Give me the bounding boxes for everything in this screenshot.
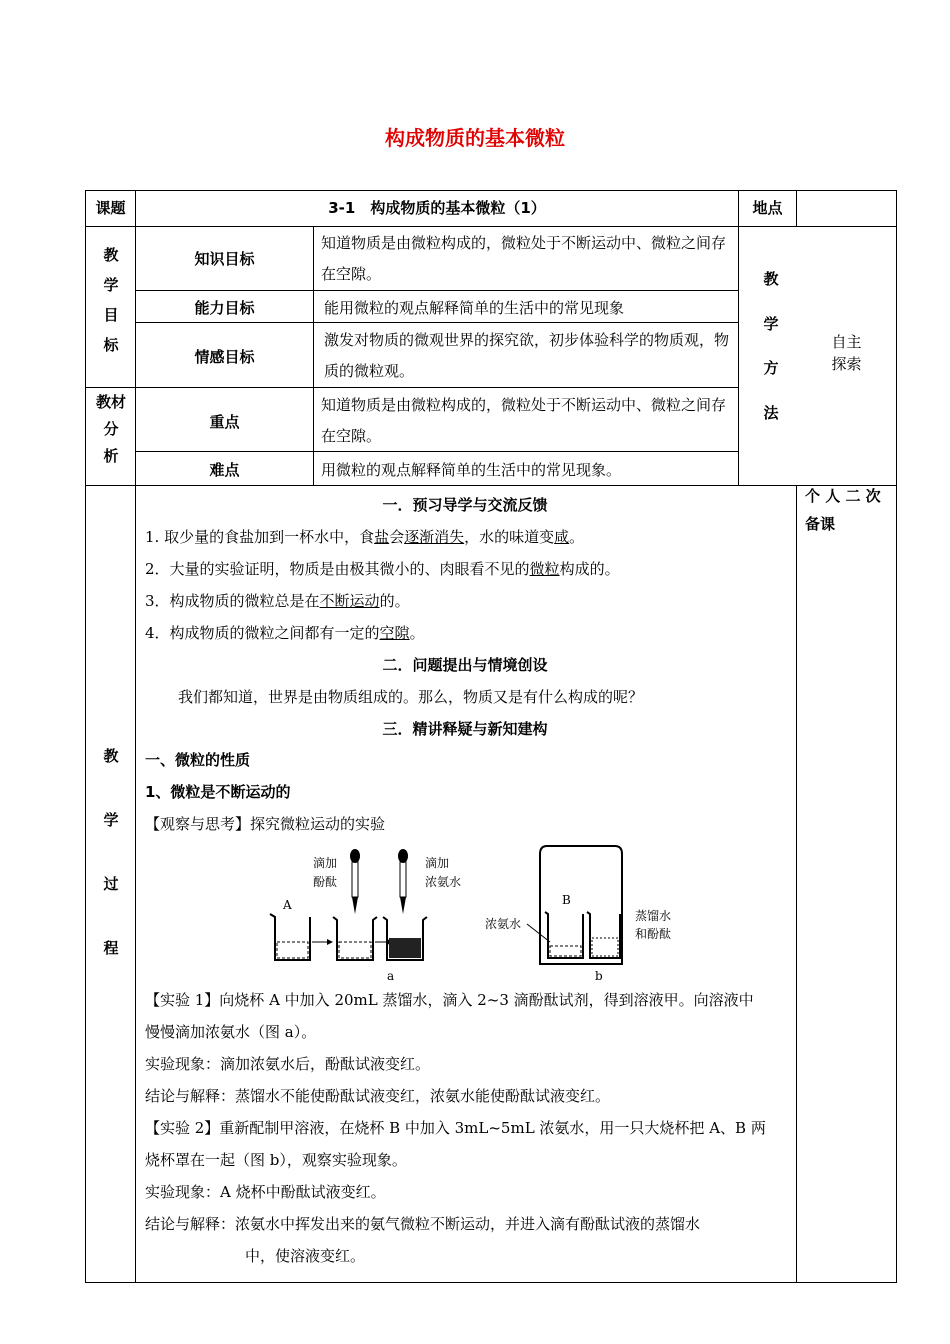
item-3: 3．构成物质的微粒总是在不断运动的。: [145, 592, 410, 610]
keti-value: 3-1 构成物质的基本微粒（1）: [328, 199, 546, 217]
key-text: 知道物质是由微粒构成的，微粒处于不断运动中、微粒之间存在空隙。: [321, 396, 727, 445]
emotion-label: 情感目标: [194, 348, 255, 366]
subheading-properties: 一、微粒的性质: [145, 751, 251, 769]
section2-text: 我们都知道，世界是由物质组成的。那么，物质又是有什么构成的呢？: [178, 688, 644, 706]
exp2-phenomenon: 实验现象：A 烧杯中酚酞试液变红。: [145, 1183, 386, 1201]
exp2-conclusion-2: 中，使溶液变红。: [245, 1247, 366, 1265]
svg-text:浓氨水: 浓氨水: [425, 875, 462, 889]
difficult-label: 难点: [209, 461, 240, 479]
svg-text:和酚酞: 和酚酞: [635, 927, 672, 941]
svg-text:浓氨水: 浓氨水: [485, 917, 522, 931]
item-2: 2．大量的实验证明，物质是由极其微小的、肉眼看不见的微粒构成的。: [145, 560, 620, 578]
label-a-beaker: A: [283, 898, 292, 912]
method-value: 自主 探索: [831, 333, 862, 373]
knowledge-label: 知识目标: [194, 250, 255, 268]
item-4: 4．构成物质的微粒之间都有一定的空隙。: [145, 624, 425, 642]
keti-label: 课题: [95, 199, 126, 217]
exp2-line1: 【实验 2】重新配制甲溶液，在烧杯 B 中加入 3mL~5mL 浓氨水，用一只大烧杯把 A、B 两: [145, 1119, 766, 1137]
emotion-text: 激发对物质的微观世界的探究欲，初步体验科学的物质观，物质的微粒观。: [324, 331, 730, 380]
svg-text:B: B: [562, 893, 571, 907]
knowledge-text: 知道物质是由微粒构成的，微粒处于不断运动中、微粒之间存在空隙。: [321, 234, 727, 283]
experiment-figure: [265, 842, 715, 987]
svg-text:蒸馏水: 蒸馏水: [635, 909, 672, 923]
exp2-line2: 烧杯罩在一起（图 b），观察实验现象。: [145, 1151, 407, 1169]
observe-line: 【观察与思考】探究微粒运动的实验: [145, 815, 386, 833]
svg-text:滴加: 滴加: [313, 856, 338, 870]
document-title: 构成物质的基本微粒: [385, 126, 565, 150]
exp1-phenomenon: 实验现象：滴加浓氨水后，酚酞试液变红。: [145, 1055, 431, 1073]
section1-title: 一．预习导学与交流反馈: [382, 496, 548, 514]
place-label: 地点: [752, 199, 783, 217]
svg-text:滴加: 滴加: [425, 856, 450, 870]
caption-b: b: [595, 969, 603, 983]
svg-text:酚酞: 酚酞: [313, 875, 338, 889]
exp1-conclusion: 结论与解释：蒸馏水不能使酚酞试液变红，浓氨水能使酚酞试液变红。: [145, 1087, 611, 1105]
section3-title: 三．精讲释疑与新知建构: [382, 720, 548, 738]
ability-label: 能力目标: [194, 299, 255, 317]
exp2-conclusion-1: 结论与解释：浓氨水中挥发出来的氨气微粒不断运动，并进入滴有酚酞试液的蒸馏水: [145, 1215, 701, 1233]
section2-title: 二．问题提出与情境创设: [382, 656, 548, 674]
exp1-line2: 慢慢滴加浓氨水（图 a）。: [145, 1023, 317, 1041]
difficult-text: 用微粒的观点解释简单的生活中的常见现象。: [321, 461, 622, 479]
second-prep-label: 个 人 二 次 备课: [805, 487, 881, 533]
ability-text: 能用微粒的观点解释简单的生活中的常见现象: [324, 299, 625, 317]
exp1-line1: 【实验 1】向烧杯 A 中加入 20mL 蒸馏水，滴入 2~3 滴酚酞试剂，得到溶液甲。向溶液中: [145, 991, 754, 1009]
subheading-motion: 1、微粒是不断运动的: [145, 783, 291, 801]
key-label: 重点: [209, 413, 240, 431]
item-1: 1. 取少量的食盐加到一杯水中，食盐会逐渐消失，水的味道变咸。: [145, 528, 585, 546]
caption-a: a: [387, 969, 395, 983]
